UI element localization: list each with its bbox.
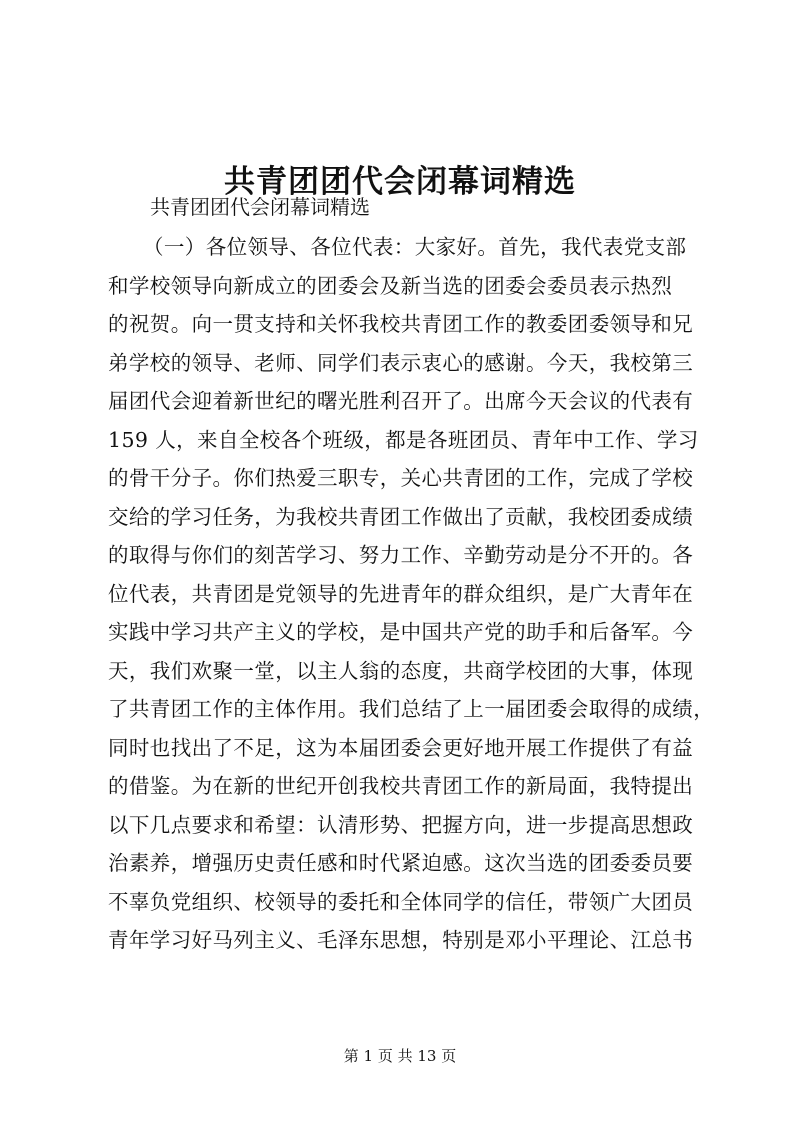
text-line: （一）各位领导、各位代表：大家好。首先，我代表党支部 xyxy=(143,235,687,259)
text-line: 交给的学习任务，为我校共青团工作做出了贡献，我校团委成绩 xyxy=(108,504,694,529)
text-line: 的骨干分子。你们热爱三职专，关心共青团的工作，完成了学校 xyxy=(108,466,694,490)
document-subtitle: 共青团团代会闭幕词精选 xyxy=(150,195,370,219)
text-line: 不辜负党组织、校领导的委托和全体同学的信任，带领广大团员 xyxy=(108,889,694,914)
text-line: 天，我们欢聚一堂，以主人翁的态度，共商学校团的大事，体现 xyxy=(108,658,694,683)
text-line: 届团代会迎着新世纪的曙光胜利召开了。出席今天会议的代表有 xyxy=(108,389,694,413)
text-line: 159 人，来自全校各个班级，都是各班团员、青年中工作、学习 xyxy=(108,427,699,452)
page-number: 第 1 页 共 13 页 xyxy=(343,1047,457,1065)
body-text xyxy=(108,228,715,960)
text-line: 的取得与你们的刻苦学习、努力工作、辛勤劳动是分不开的。各 xyxy=(108,543,694,567)
text-line: 同时也找出了不足，这为本届团委会更好地开展工作提供了有益 xyxy=(108,735,694,760)
text-line: 青年学习好马列主义、毛泽东思想，特别是邓小平理论、江总书 xyxy=(108,928,694,952)
text-line: 弟学校的领导、老师、同学们表示衷心的感谢。今天，我校第三 xyxy=(108,350,694,375)
text-line: 和学校领导向新成立的团委会及新当选的团委会委员表示热烈 xyxy=(108,273,673,298)
text-line: 位代表，共青团是党领导的先进青年的群众组织，是广大青年在 xyxy=(108,581,694,606)
text-line: 治素养，增强历史责任感和时代紧迫感。这次当选的团委委员要 xyxy=(108,851,694,875)
text-line: 的祝贺。向一贯支持和关怀我校共青团工作的教委团委领导和兄 xyxy=(108,312,694,336)
text-line: 的借鉴。为在新的世纪开创我校共青团工作的新局面，我特提出 xyxy=(108,774,694,798)
text-line: 了共青团工作的主体作用。我们总结了上一届团委会取得的成绩， xyxy=(108,697,715,721)
page-title: 共青团团代会闭幕词精选 xyxy=(224,163,576,200)
text-line: 以下几点要求和希望：认清形势、把握方向，进一步提高思想政 xyxy=(108,812,694,837)
text-line: 实践中学习共产主义的学校，是中国共产党的助手和后备军。今 xyxy=(108,620,694,644)
